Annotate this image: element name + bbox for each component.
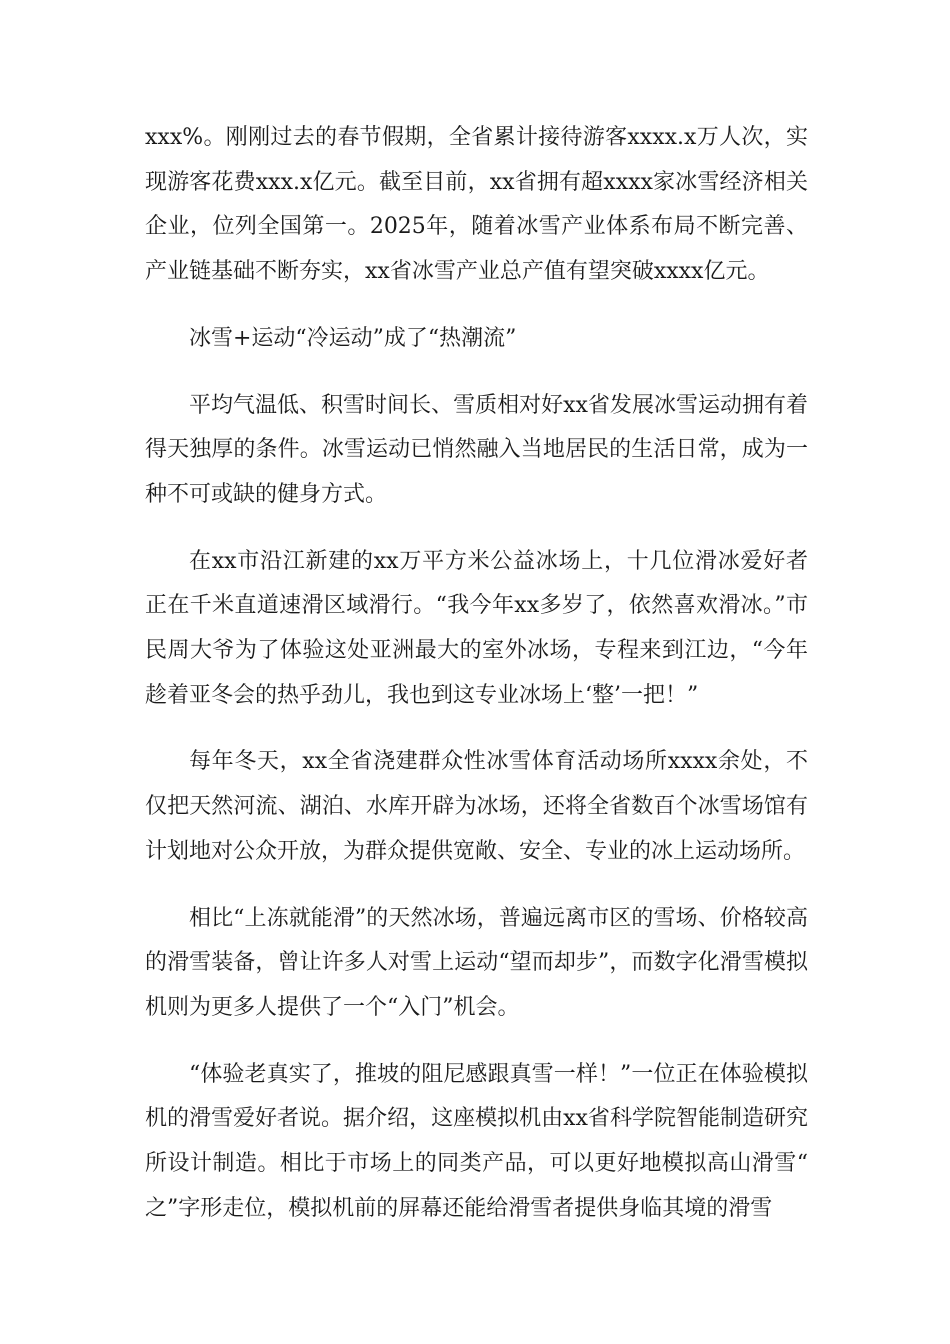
paragraph-truncated: “体验老真实了，推坡的阻尼感跟真雪一样！”一位正在体验模拟机的滑雪爱好者说。据介绍，这座模拟机由xx省科学院智能制造研究所设计制造。相比于市场上的同类产品，可以更好地模拟高山滑雪“之”字形走位，模拟机前的屏幕还能给滑雪者提供身临其境的滑雪: [145, 1061, 808, 1221]
paragraph: 相比“上冻就能滑”的天然冰场，普遍远离市区的雪场、价格较高的滑雪装备，曾让许多人对雪上运动“望而却步”，而数字化滑雪模拟机则为更多人提供了一个“入门”机会。: [145, 905, 808, 1020]
paragraph: 每年冬天，xx全省浇建群众性冰雪体育活动场所xxxx余处，不仅把天然河流、湖泊、水库开辟为冰场，还将全省数百个冰雪场馆有计划地对公众开放，为群众提供宽敞、安全、专业的冰上运动场所。: [145, 749, 808, 864]
paragraph-continued: xxx%。刚刚过去的春节假期，全省累计接待游客xxxx.x万人次，实现游客花费xxx.x亿元。截至目前，xx省拥有超xxxx家冰雪经济相关企业，位列全国第一。2025年，随着冰雪产业体系布局不断完善、产业链基础不断夯实，xx省冰雪产业总产值有望突破xxxx亿元。: [145, 125, 808, 285]
paragraph: 在xx市沿江新建的xx万平方米公益冰场上，十几位滑冰爱好者正在千米直道速滑区域滑行。“我今年xx多岁了，依然喜欢滑冰。”市民周大爷为了体验这处亚洲最大的室外冰场，专程来到江边，“今年趁着亚冬会的热乎劲儿，我也到这专业冰场上‘整’一把！”: [145, 548, 808, 708]
document-body: [145, 116, 808, 1253]
section-heading: 冰雪+运动“冷运动”成了“热潮流”: [189, 325, 517, 351]
paragraph: 平均气温低、积雪时间长、雪质相对好xx省发展冰雪运动拥有着得天独厚的条件。冰雪运动已悄然融入当地居民的生活日常，成为一种不可或缺的健身方式。: [145, 392, 808, 507]
